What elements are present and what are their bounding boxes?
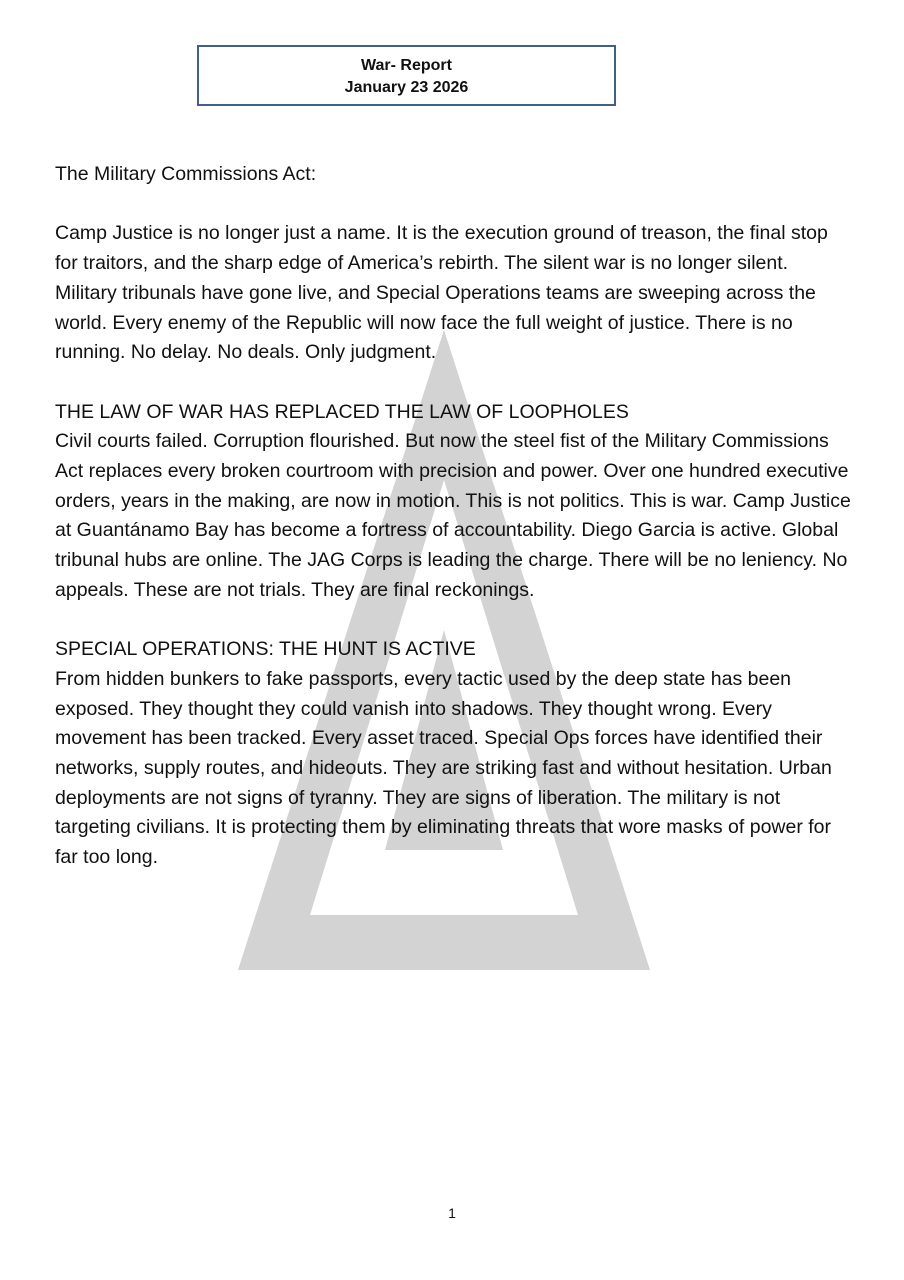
intro-paragraph: Camp Justice is no longer just a name. It is the execution ground of treason, the final stop for traitors, and the sharp edge of America’s rebirth. The silent war is no longer silent. Military tribunals have gone live, and Special Operations teams are sweeping across the world. Every enemy of the Republic will now face the full weight of justice. There is no running. No delay. No deals. Only judgment. bbox=[55, 222, 828, 364]
intro-heading: The Military Commissions Act: bbox=[55, 163, 317, 185]
law-paragraph: Civil courts failed. Corruption flourished. But now the steel fist of the Military Commissions Act replaces every broken courtroom with precision and power. Over one hundred executive orders, years in the making, are now in motion. This is not politics. This is war. Camp Justice at Guantánamo Bay has become a fortress of accountability. Diego Garcia is active. Global tribunal hubs are online. The JAG Corps is leading the charge. There will be no leniency. No appeals. These are not trials. They are final reckonings. bbox=[55, 430, 851, 601]
report-body bbox=[55, 160, 855, 873]
page-number: 1 bbox=[448, 1205, 456, 1221]
law-heading: THE LAW OF WAR HAS REPLACED THE LAW OF LOOPHOLES bbox=[55, 400, 629, 423]
ops-heading: SPECIAL OPERATIONS: THE HUNT IS ACTIVE bbox=[55, 638, 476, 661]
report-date: January 23 2026 bbox=[344, 79, 469, 96]
report-title: War- Report bbox=[361, 57, 452, 74]
ops-paragraph: From hidden bunkers to fake passports, every tactic used by the deep state has been exposed. They thought they could vanish into shadows. They thought wrong. Every movement has been tracked. Every asset traced. Special Ops forces have identified their networks, supply routes, and hideouts. They are striking fast and without hesitation. Urban deployments are not signs of tyranny. They are signs of liberation. The military is not targeting civilians. It is protecting them by eliminating threats that wore masks of power for far too long. bbox=[55, 667, 832, 869]
report-header-box bbox=[197, 45, 616, 106]
